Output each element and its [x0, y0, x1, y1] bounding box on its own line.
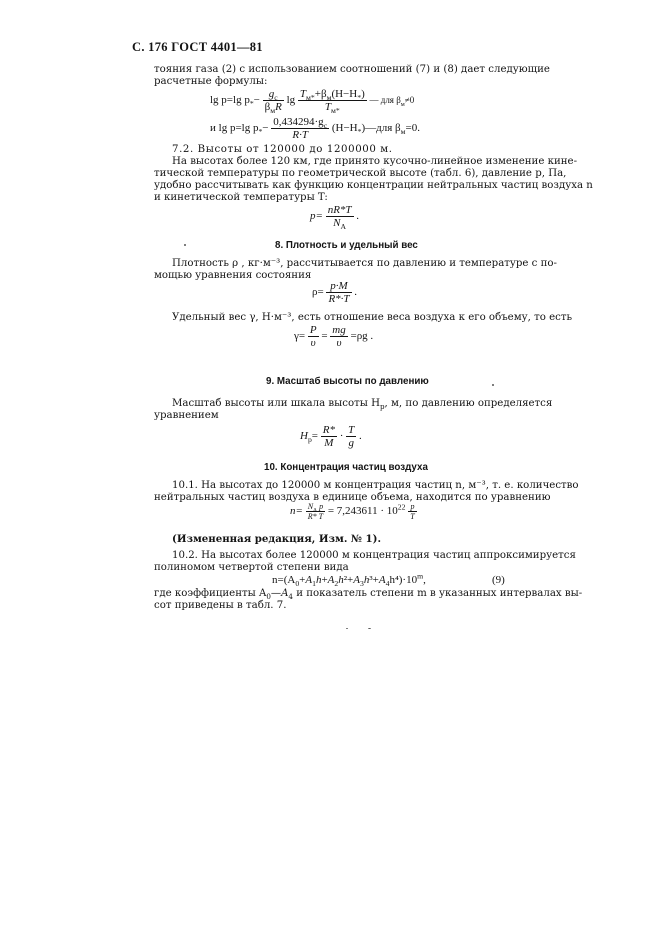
- section-8-para-1-line-2: мощью уравнения состояния: [154, 270, 312, 281]
- section-10-2-line-3: где коэффициенты $A_0—A_4$ и показатель степени m в указанных интервалах вы-: [154, 588, 583, 602]
- formula-concentration: n= $\frac{N_A p}{R* T}$ = $7,243611 \cdot 10^{22}$ $\frac{p}{T}$: [290, 502, 415, 521]
- scan-speck: [492, 384, 494, 386]
- scan-speck: [368, 628, 371, 629]
- intro-line-1: тояния газа (2) с использованием соотношений (7) и (8) дает следующие: [154, 64, 550, 75]
- page-header: С. 176 ГОСТ 4401—81: [132, 40, 263, 54]
- section-9-para-line-2: уравнением: [154, 410, 219, 421]
- section-8-heading: 8. Плотность и удельный вес: [275, 240, 418, 251]
- section-10-1-line-2: нейтральных частиц воздуха в единице объема, находится по уравнению: [154, 492, 551, 503]
- section-7-2-line-2: тической температуры по геометрической высоте (табл. 6), давление p, Па,: [154, 168, 567, 179]
- section-9-heading: 9. Масштаб высоты по давлению: [266, 376, 429, 387]
- section-10-2-line-1: 10.2. На высотах более 120000 м концентрация частиц аппроксимируется: [172, 550, 576, 561]
- formula-pressure-beta-nonzero: lg p=lg $p_*-$ $g_c$ $\beta_мR$ lg $T_{м*}+\beta_м(H-H_*)$ $T_{м*}$ — для $\beta_м\ne 0$: [210, 88, 415, 116]
- change-note: (Измененная редакция, Изм. № 1).: [172, 533, 382, 545]
- section-10-heading: 10. Концентрация частиц воздуха: [264, 462, 428, 473]
- section-7-2-line-4: и кинетической температуры T:: [154, 192, 328, 203]
- section-7-2-line-3: удобно рассчитывать как функцию концентрации нейтральных частиц воздуха n: [154, 180, 593, 191]
- formula-density: ρ= $\frac{p\cdot M}{R*\cdot T}$ .: [312, 280, 358, 305]
- section-10-2-line-2: полиномом четвертой степени вида: [154, 562, 349, 573]
- section-9-para-line-1: Масштаб высоты или шкала высоты $H_p$, м, по давлению определяется: [172, 398, 553, 412]
- formula-pressure-concentration: p= $\frac{nR*T}{N_A}$ .: [310, 204, 360, 232]
- formula-scale-height: $H_p=$ $\frac{R*}{M}$ · $\frac{T}{g}$ .: [300, 424, 362, 449]
- section-10-1-line-1: 10.1. На высотах до 120000 м концентрация частиц n, м⁻³, т. е. количество: [172, 480, 579, 491]
- formula-pressure-beta-zero: и lg p=lg $p_*-$ $\frac{0,434294\cdot g_c}{R\cdot T}$ $(H-H_*)—для$ $\beta_м=0$.: [210, 116, 420, 141]
- section-7-2-line-1: На высотах более 120 км, где принято кусочно-линейное изменение кине-: [172, 156, 578, 167]
- intro-line-2: расчетные формулы:: [154, 76, 268, 87]
- equation-number-9: (9): [492, 574, 505, 586]
- section-8-para-1-line-1: Плотность ρ , кг·м⁻³, рассчитывается по давлению и температуре с по-: [172, 258, 557, 269]
- formula-specific-weight: γ= $\frac{P}{\upsilon}$ = $\frac{mg}{\upsilon}$ =ρg .: [294, 324, 374, 349]
- section-7-2-title: 7.2. Высоты от 120000 до 1200000 м.: [172, 144, 393, 155]
- formula-polynomial: $n=(A_0+A_1h+A_2h^2+A_3h^3+A_4h^4)\cdot 10^m$,: [272, 571, 426, 589]
- scan-speck: [184, 244, 186, 246]
- section-8-para-2: Удельный вес γ, Н·м⁻³, есть отношение веса воздуха к его объему, то есть: [172, 312, 573, 323]
- section-10-2-line-4: сот приведены в табл. 7.: [154, 600, 287, 611]
- scan-speck: [346, 628, 348, 629]
